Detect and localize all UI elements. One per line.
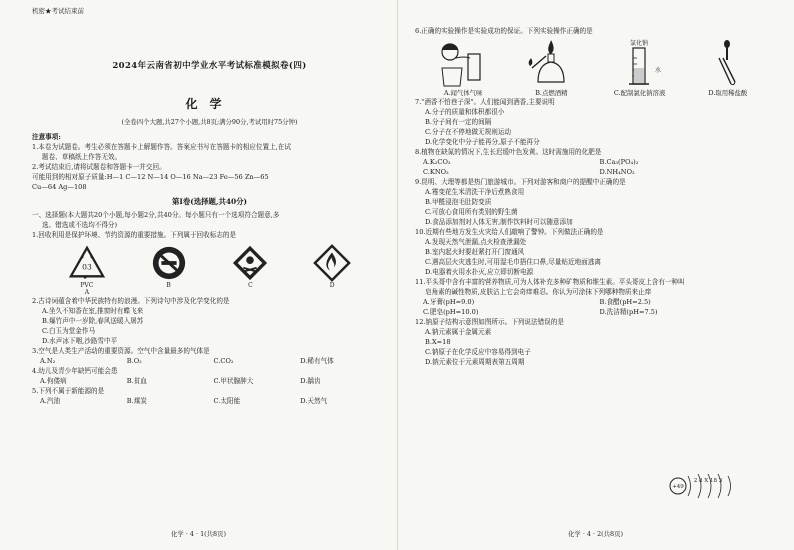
option: A.牙膏(pH=9.0) bbox=[423, 298, 475, 306]
option: D.电器着火用水扑灭,应立即切断电源 bbox=[425, 268, 534, 276]
option: B.室内起火时要赶紧打开门窗通风 bbox=[425, 248, 525, 256]
option: B.Ca₃(PO₄)₂ bbox=[599, 158, 639, 166]
subject-heading: 化学 bbox=[185, 97, 234, 111]
option: D.稀有气体 bbox=[300, 357, 334, 365]
note-line: 题卷、草稿纸上作答无效。 bbox=[42, 153, 122, 161]
option: A.坐久不知香在室,推窗时有蝶飞来 bbox=[42, 307, 144, 315]
shell-electrons: 2 8 X 18 3 bbox=[693, 478, 723, 484]
exam-title: 2024年云南省初中学业水平考试标准模拟卷(四) bbox=[112, 61, 307, 71]
q1-option-c bbox=[228, 244, 272, 296]
q1-option-b bbox=[147, 244, 191, 296]
question-10: 10.近期有些地方发生火灾给人们敲响了警钟。下列做法正确的是 bbox=[415, 228, 604, 236]
graduated-cylinder-icon bbox=[609, 38, 671, 88]
option-letter: C bbox=[248, 282, 253, 289]
option: C.白玉为堂金作马 bbox=[42, 327, 96, 335]
option: B.X=18 bbox=[425, 338, 451, 346]
recycle-number: 03 bbox=[82, 262, 92, 272]
question-8: 8.植物在缺氮的情况下,生长迟缓叶色发黄。这时需施用的化肥是 bbox=[415, 148, 602, 156]
option: B.爆竹声中一岁除,春风送暖入屠苏 bbox=[42, 317, 144, 325]
option: A.钠元素属于金属元素 bbox=[425, 328, 492, 336]
question-6: 6.正确的实验操作是实验成功的保证。下列实验操作正确的是 bbox=[415, 27, 593, 35]
toxic-diamond-icon bbox=[231, 244, 269, 282]
option: C.分子在不停地做无规则运动 bbox=[425, 128, 512, 136]
q6-option-d bbox=[688, 38, 768, 97]
recycle-triangle-icon bbox=[68, 244, 106, 282]
option: A.发现天然气泄漏,点火检查泄漏处 bbox=[425, 238, 527, 246]
note-line: 2.考试结束后,请将试题卷和答题卡一并交回。 bbox=[32, 163, 166, 171]
q5-options bbox=[32, 396, 387, 406]
option-letter: B bbox=[166, 282, 171, 289]
option: D.龋齿 bbox=[300, 377, 321, 385]
option: D.NH₄NO₃ bbox=[599, 168, 635, 176]
flammable-diamond-icon bbox=[313, 244, 351, 282]
q6-option-c bbox=[600, 38, 680, 97]
option: A.N₂ bbox=[40, 357, 56, 365]
q4-options bbox=[32, 376, 387, 386]
page-footer: 化学 · 4 · 2(共8页) bbox=[568, 530, 623, 538]
question-1: 1.回收利用是保护环境、节约资源的重要措施。下列属于回收标志的是 bbox=[32, 231, 237, 239]
question-11-cont: 皂角素的碱性物质,皮肤沾上它会奇痒难忍。你认为可涂抹下列哪种物质来止痒 bbox=[425, 288, 652, 296]
notes-title: 注意事项: bbox=[32, 133, 61, 141]
option-letter: A bbox=[84, 289, 90, 296]
option: B.煤炭 bbox=[126, 397, 147, 405]
note-line: 可能用到的相对原子质量:H—1 C—12 N—14 O—16 Na—23 Fe—56 Zn—65 bbox=[32, 173, 269, 181]
note-line: Cu—64 Ag—108 bbox=[32, 183, 87, 191]
section-heading: 第Ⅰ卷(选择题,共40分) bbox=[171, 197, 248, 206]
option: C.CO₂ bbox=[213, 357, 234, 365]
option: D.洗洁精(pH=7.5) bbox=[599, 308, 658, 316]
q8-options bbox=[415, 157, 776, 177]
option: A.霉变花生米清洗干净后煮熟食用 bbox=[425, 188, 525, 196]
nucleus-charge: +49 bbox=[672, 484, 684, 490]
dropper-tube-icon bbox=[697, 38, 759, 88]
option: C.KNO₃ bbox=[423, 168, 449, 176]
page-footer: 化学 · 4 · 1(共8页) bbox=[171, 530, 226, 538]
option-text: D.取用稀盐酸 bbox=[708, 89, 748, 97]
q3-options bbox=[32, 356, 387, 366]
water-label: 水 bbox=[654, 67, 661, 74]
question-9: 9.昆明、大理等都是热门旅游城市。下列对游客和商户的提醒中正确的是 bbox=[415, 178, 626, 186]
option: C.甲状腺肿大 bbox=[213, 377, 254, 385]
part-intro: 选、错选或不选均不得分) bbox=[42, 221, 118, 229]
option-text: B.点燃酒精 bbox=[535, 89, 568, 97]
option: C.可放心食用所有类别的野生菌 bbox=[425, 208, 518, 216]
option: A.佝偻病 bbox=[40, 377, 67, 385]
q11-options bbox=[415, 297, 776, 317]
q1-option-a bbox=[65, 244, 109, 296]
option: C.肥皂(pH=10.0) bbox=[423, 308, 479, 316]
question-11: 11.平头哥中含有丰富的营养物质,可为人体补充多种矿物质和维生素。平头哥皮上含有一种叫 bbox=[415, 278, 685, 286]
option: B.食醋(pH=2.5) bbox=[599, 298, 651, 306]
option: D.食品添加剂对人体无害,制作饮料时可以随意添加 bbox=[425, 218, 573, 226]
q6-lab-images bbox=[415, 36, 776, 97]
option: A.汽油 bbox=[40, 397, 61, 405]
note-line: 1.本卷为试题卷。考生必须在答题卡上解题作答。答案应书写在答题卡的相应位置上,在试 bbox=[32, 143, 291, 151]
smell-gas-icon bbox=[432, 38, 494, 88]
question-12: 12.钠原子结构示意图如图所示。下列说法错误的是 bbox=[415, 318, 564, 326]
q1-option-d bbox=[310, 244, 354, 296]
no-smoking-circle-icon bbox=[150, 244, 188, 282]
part-intro: 一、选择题(本大题共20个小题,每小题2分,共40分。每小题只有一个选项符合题意,多 bbox=[32, 211, 280, 219]
option: B.贫血 bbox=[126, 377, 147, 385]
option: C.太阳能 bbox=[213, 397, 241, 405]
question-2: 2.古诗词蕴含着中华民族特有的浪漫。下列诗句中涉及化学变化的是 bbox=[32, 297, 230, 305]
option: B.分子间有一定的间隔 bbox=[425, 118, 492, 126]
option: D.钠元素位于元素周期表第五周期 bbox=[425, 358, 525, 366]
question-5: 5.下列不属于新能源的是 bbox=[32, 387, 105, 395]
option: B.甲醛浸泡毛肚防变质 bbox=[425, 198, 492, 206]
option: D.化学变化中分子能再分,原子不能再分 bbox=[425, 138, 540, 146]
option-text: A.闻气体气味 bbox=[443, 89, 483, 97]
option: A.K₂CO₃ bbox=[423, 158, 451, 166]
q6-option-a bbox=[423, 38, 503, 97]
pvc-label: PVC bbox=[80, 282, 94, 289]
option: D.天然气 bbox=[300, 397, 328, 405]
option-letter: D bbox=[329, 282, 335, 289]
option: C.钠原子在化学反应中容易得到电子 bbox=[425, 348, 531, 356]
atom-structure-diagram bbox=[668, 468, 748, 504]
option: B.O₂ bbox=[126, 357, 142, 365]
alcohol-lamp-icon bbox=[520, 38, 582, 88]
notes-block bbox=[32, 132, 387, 192]
confidential-tag: 机密★考试结束前 bbox=[32, 7, 84, 15]
flask-label: 氯化钠 bbox=[629, 40, 648, 47]
question-7: 7."酒香不怕巷子深"。人们能闻到酒香,主要说明 bbox=[415, 98, 555, 106]
exam-info: (全卷四个大题,共27个小题,共8页;满分90分,考试用时75分钟) bbox=[121, 118, 298, 126]
option-text: C.配制氯化钠溶液 bbox=[613, 89, 666, 97]
option: C.遇高层火灾逃生时,可用湿毛巾捂住口鼻,尽量贴近地面逃离 bbox=[425, 258, 601, 266]
q1-icon-options bbox=[32, 240, 387, 296]
question-4: 4.幼儿及青少年缺钙可能会患 bbox=[32, 367, 118, 375]
option: A.分子的质量和体积都很小 bbox=[425, 108, 505, 116]
question-3: 3.空气是人类生产活动的重要资源。空气中含量最多的气体是 bbox=[32, 347, 210, 355]
option: D.水声冰下咽,沙路雪中平 bbox=[42, 337, 118, 345]
q6-option-b bbox=[511, 38, 591, 97]
